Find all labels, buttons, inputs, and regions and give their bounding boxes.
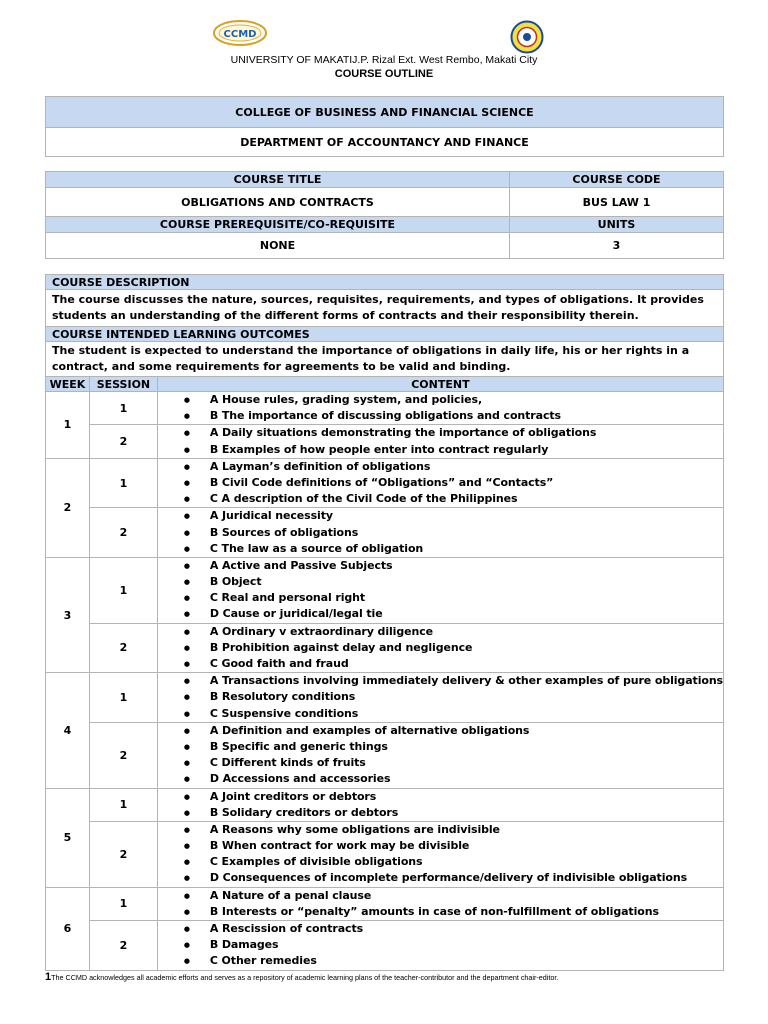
- session-number: 1: [89, 673, 157, 723]
- topic-list: [158, 508, 723, 557]
- week-number: 5: [46, 788, 90, 887]
- session-content: [157, 673, 723, 723]
- ccmd-logo-text: CCMD: [223, 29, 257, 40]
- topic-item: ● A Definition and examples of alternative obligations: [184, 723, 723, 739]
- session-header: SESSION: [89, 377, 157, 392]
- page-number: 1: [45, 971, 52, 983]
- week-number: 6: [46, 887, 90, 970]
- footer-note: [45, 971, 558, 983]
- topic-item: ● A Nature of a penal clause: [184, 888, 723, 904]
- topic-item: ● C A description of the Civil Code of the Philippines: [184, 491, 723, 507]
- week-header: WEEK: [46, 377, 90, 392]
- session-content: [157, 508, 723, 558]
- units-label: UNITS: [510, 217, 724, 233]
- schedule-row: [46, 508, 724, 558]
- course-code: BUS LAW 1: [510, 188, 724, 217]
- week-number: 2: [46, 458, 90, 557]
- session-content: [157, 458, 723, 508]
- topic-item: ● B When contract for work may be divisible: [184, 838, 723, 854]
- outcomes-label: COURSE INTENDED LEARNING OUTCOMES: [46, 327, 724, 342]
- topic-item: ● A Active and Passive Subjects: [184, 558, 723, 574]
- topic-list: [158, 921, 723, 970]
- topic-list: [158, 624, 723, 673]
- college-name: COLLEGE OF BUSINESS AND FINANCIAL SCIENCE: [46, 97, 724, 128]
- session-number: 1: [89, 788, 157, 821]
- topic-item: ● B Sources of obligations: [184, 525, 723, 541]
- week-number: 4: [46, 673, 90, 788]
- session-number: 1: [89, 887, 157, 920]
- description-text: The course discusses the nature, sources, requisites, requirements, and types of obligations. It provides students an understanding of the different forms of contracts and their responsibility therein.: [46, 290, 724, 327]
- topic-list: [158, 789, 723, 821]
- session-number: 2: [89, 623, 157, 673]
- topic-item: ● B Object: [184, 574, 723, 590]
- topic-item: ● A Joint creditors or debtors: [184, 789, 723, 805]
- topic-item: ● A Reasons why some obligations are indivisible: [184, 822, 723, 838]
- session-content: [157, 821, 723, 887]
- schedule-row: [46, 921, 724, 971]
- schedule-row: [46, 788, 724, 821]
- topic-list: [158, 459, 723, 508]
- topic-item: ● A Juridical necessity: [184, 508, 723, 524]
- college-table: [45, 96, 724, 157]
- topic-item: ● B Examples of how people enter into contract regularly: [184, 442, 723, 458]
- session-number: 1: [89, 458, 157, 508]
- session-number: 1: [89, 557, 157, 623]
- topic-list: [158, 888, 723, 920]
- footer-text: The CCMD acknowledges all academic efforts and serves as a repository of academic learning plans of the teacher-contributor and the department chair-editor.: [51, 973, 559, 982]
- topic-item: ● A Rescission of contracts: [184, 921, 723, 937]
- session-number: 2: [89, 425, 157, 458]
- department-name: DEPARTMENT OF ACCOUNTANCY AND FINANCE: [46, 128, 724, 157]
- topic-item: ● B Damages: [184, 937, 723, 953]
- document-title: COURSE OUTLINE: [334, 68, 434, 80]
- session-content: [157, 887, 723, 920]
- schedule-row: [46, 722, 724, 788]
- schedule-row: [46, 557, 724, 623]
- week-number: 3: [46, 557, 90, 672]
- prereq-value: NONE: [46, 233, 510, 259]
- session-number: 2: [89, 921, 157, 971]
- topic-list: [158, 392, 723, 424]
- topic-item: ● C Real and personal right: [184, 590, 723, 606]
- schedule-row: [46, 673, 724, 723]
- session-number: 2: [89, 508, 157, 558]
- topic-item: ● C Good faith and fraud: [184, 656, 723, 672]
- topic-item: ● B The importance of discussing obligations and contracts: [184, 408, 723, 424]
- session-content: [157, 623, 723, 673]
- course-title: OBLIGATIONS AND CONTRACTS: [46, 188, 510, 217]
- units-value: 3: [510, 233, 724, 259]
- course-title-label: COURSE TITLE: [46, 172, 510, 188]
- topic-item: ● C Different kinds of fruits: [184, 755, 723, 771]
- university-seal: [505, 20, 549, 54]
- university-address: UNIVERSITY OF MAKATIJ.P. Rizal Ext. West Rembo, Makati City: [230, 54, 538, 66]
- session-content: [157, 921, 723, 971]
- topic-item: ● B Specific and generic things: [184, 739, 723, 755]
- topic-item: ● B Civil Code definitions of “Obligations” and “Contacts”: [184, 475, 723, 491]
- session-content: [157, 557, 723, 623]
- topic-item: ● C Examples of divisible obligations: [184, 854, 723, 870]
- topic-list: [158, 822, 723, 887]
- topic-item: ● C Suspensive conditions: [184, 706, 723, 722]
- session-number: 2: [89, 821, 157, 887]
- topic-item: ● D Consequences of incomplete performance/delivery of indivisible obligations: [184, 870, 723, 886]
- ccmd-logo: [212, 18, 268, 48]
- schedule-row: [46, 392, 724, 425]
- session-number: 2: [89, 722, 157, 788]
- topic-list: [158, 723, 723, 788]
- topic-list: [158, 425, 723, 457]
- course-code-label: COURSE CODE: [510, 172, 724, 188]
- schedule-row: [46, 425, 724, 458]
- topic-item: ● D Accessions and accessories: [184, 771, 723, 787]
- topic-item: ● B Interests or “penalty” amounts in case of non-fulfillment of obligations: [184, 904, 723, 920]
- topic-item: ● B Resolutory conditions: [184, 689, 723, 705]
- topic-item: ● C The law as a source of obligation: [184, 541, 723, 557]
- topic-item: ● A Transactions involving immediately delivery & other examples of pure obligations: [184, 673, 723, 689]
- session-content: [157, 788, 723, 821]
- topic-item: ● C Other remedies: [184, 953, 723, 969]
- topic-item: ● A Layman’s definition of obligations: [184, 459, 723, 475]
- outcomes-text: The student is expected to understand the importance of obligations in daily life, his or her rights in a contract, and some requirements for agreements to be valid and binding.: [46, 342, 724, 377]
- schedule-row: [46, 821, 724, 887]
- course-outline-table: [45, 274, 724, 971]
- topic-list: [158, 558, 723, 623]
- description-label: COURSE DESCRIPTION: [46, 275, 724, 290]
- schedule-row: [46, 623, 724, 673]
- topic-item: ● B Solidary creditors or debtors: [184, 805, 723, 821]
- prereq-label: COURSE PREREQUISITE/CO-REQUISITE: [46, 217, 510, 233]
- schedule-row: [46, 458, 724, 508]
- session-content: [157, 722, 723, 788]
- session-content: [157, 392, 723, 425]
- topic-item: ● B Prohibition against delay and negligence: [184, 640, 723, 656]
- topic-item: ● A Daily situations demonstrating the importance of obligations: [184, 425, 723, 441]
- session-content: [157, 425, 723, 458]
- session-number: 1: [89, 392, 157, 425]
- week-number: 1: [46, 392, 90, 459]
- topic-item: ● A House rules, grading system, and policies,: [184, 392, 723, 408]
- schedule-row: [46, 887, 724, 920]
- content-header: CONTENT: [157, 377, 723, 392]
- topic-item: ● A Ordinary v extraordinary diligence: [184, 624, 723, 640]
- topic-item: ● D Cause or juridical/legal tie: [184, 606, 723, 622]
- course-info-table: [45, 171, 724, 259]
- topic-list: [158, 673, 723, 722]
